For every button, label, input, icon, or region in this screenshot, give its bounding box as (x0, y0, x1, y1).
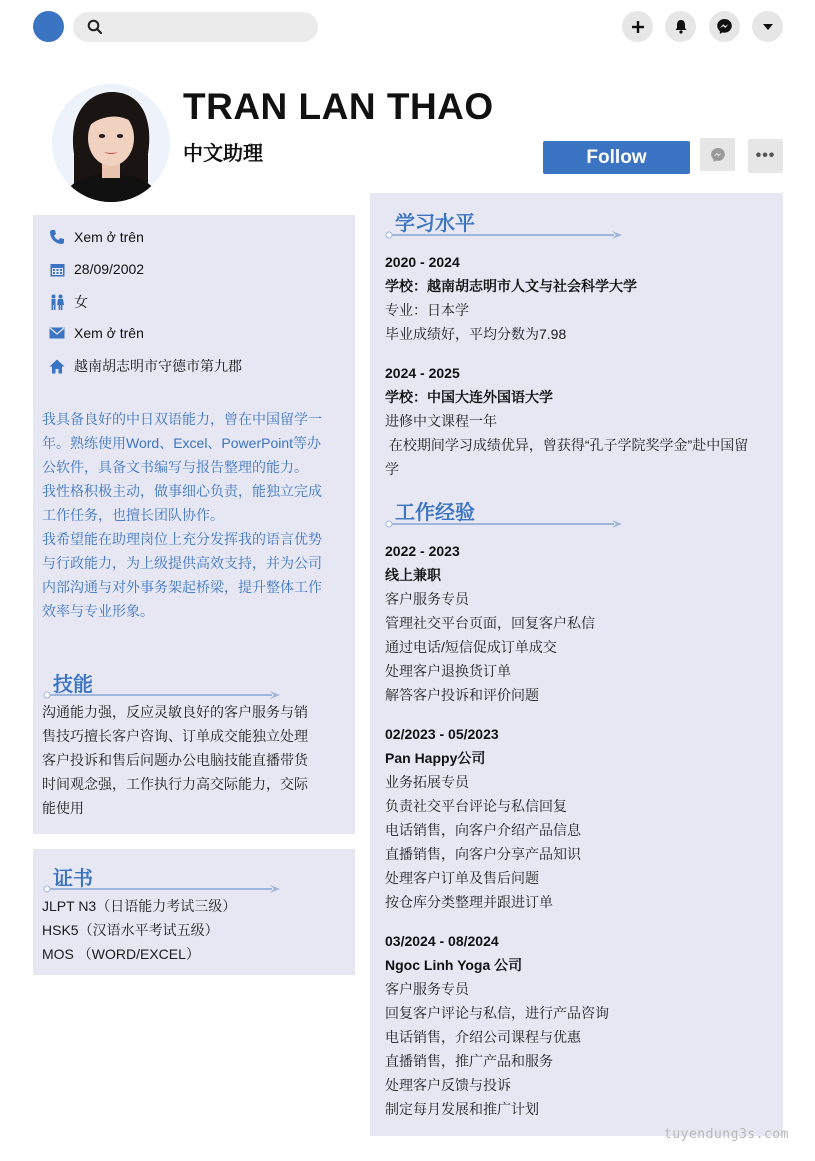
contact-email-text: Xem ở trên (74, 325, 144, 341)
work-detail: 处理客户反馈与投诉 (385, 1077, 511, 1093)
work-period: 02/2023 - 05/2023 (385, 726, 499, 742)
work-detail: 通过电话/短信促成订单成交 (385, 639, 557, 655)
work-company: 线上兼职 (385, 567, 441, 583)
gender-icon (48, 293, 66, 311)
education-detail: 在校期间学习成绩优异，曾获得“孔子学院奖学金”赴中国留 (385, 437, 749, 453)
work-detail: 直播销售，向客户分享产品知识 (385, 846, 581, 862)
certificates-heading: 证书 (53, 868, 93, 890)
contact-gender-text: 女 (74, 294, 88, 310)
more-options-button[interactable]: ••• (748, 139, 783, 173)
section-divider (42, 884, 282, 894)
education-detail: 进修中文课程一年 (385, 413, 497, 429)
section-divider (384, 519, 624, 529)
search-icon (87, 19, 103, 35)
home-icon (48, 357, 66, 375)
work-detail: 业务拓展专员 (385, 774, 469, 790)
work-company: Ngoc Linh Yoga 公司 (385, 957, 523, 973)
skills-line: 能使用 (42, 800, 84, 816)
work-entry (385, 722, 581, 914)
work-detail: 管理社交平台页面，回复客户私信 (385, 615, 595, 631)
education-school: 学校：越南胡志明市人文与社会科学大学 (385, 278, 637, 294)
education-detail: 毕业成绩好，平均分数为7.98 (385, 326, 567, 342)
section-divider (384, 230, 624, 240)
work-detail: 电话销售，介绍公司课程与优惠 (385, 1029, 581, 1045)
about-paragraph: 我具备良好的中日双语能力，曾在中国留学一年。熟练使用Word、Excel、PowerPoint等办公软件，具备文书编写与报告整理的能力。 (42, 411, 322, 475)
skills-line: 时间观念强，工作执行力高交际能力，交际 (42, 776, 308, 792)
work-detail: 制定每月发展和推广计划 (385, 1101, 539, 1117)
contact-address (48, 356, 242, 376)
work-detail: 直播销售，推广产品和服务 (385, 1053, 553, 1069)
section-divider (42, 690, 282, 700)
follow-button[interactable]: Follow (543, 141, 690, 174)
about-paragraph: 我希望能在助理岗位上充分发挥我的语言优势与行政能力，为上级提供高效支持，并为公司内部沟通与对外事务架起桥梁，提升整体工作效率与专业形象。 (42, 531, 322, 619)
education-period: 2020 - 2024 (385, 254, 460, 270)
profile-photo (52, 84, 170, 202)
work-detail: 处理客户退换货订单 (385, 663, 511, 679)
education-detail: 学 (385, 461, 399, 477)
contact-phone-text: Xem ở trên (74, 229, 144, 245)
account-menu-button[interactable] (752, 11, 783, 42)
candidate-name: TRAN LAN THAO (183, 86, 494, 127)
watermark: tuyendung3s.com (664, 1127, 789, 1142)
certificate-item: MOS （WORD/EXCEL） (42, 946, 200, 962)
about-me (42, 407, 324, 623)
contact-email (48, 324, 144, 342)
about-paragraph: 我性格积极主动，做事细心负责，能独立完成工作任务，也擅长团队协作。 (42, 483, 322, 523)
contact-birthdate-text: 28/09/2002 (74, 261, 145, 277)
work-detail: 客户服务专员 (385, 591, 469, 607)
work-period: 03/2024 - 08/2024 (385, 933, 499, 949)
work-entry (385, 929, 609, 1121)
message-button[interactable] (700, 138, 735, 171)
education-detail: 专业：日本学 (385, 302, 469, 318)
work-detail: 客户服务专员 (385, 981, 469, 997)
search-input[interactable] (73, 12, 318, 42)
job-title: 中文助理 (183, 143, 263, 165)
work-detail: 电话销售，向客户介绍产品信息 (385, 822, 581, 838)
skills-line: 售技巧擅长客户咨询、订单成交能独立处理 (42, 728, 308, 744)
mail-icon (48, 324, 66, 342)
notifications-button[interactable] (665, 11, 696, 42)
calendar-icon (48, 260, 66, 278)
caret-down-icon (762, 23, 774, 31)
plus-icon (631, 20, 645, 34)
work-detail: 处理客户订单及售后问题 (385, 870, 539, 886)
contact-gender (48, 292, 88, 312)
contact-phone (48, 228, 144, 246)
skills-line: 沟通能力强，反应灵敏良好的客户服务与销 (42, 704, 308, 720)
skills-text (42, 700, 308, 820)
bell-icon (674, 19, 688, 34)
work-detail: 按仓库分类整理并跟进订单 (385, 894, 553, 910)
phone-icon (48, 228, 66, 246)
skills-heading: 技能 (53, 674, 93, 696)
messenger-icon (710, 147, 726, 163)
skills-line: 客户投诉和售后问题办公电脑技能直播带货 (42, 752, 308, 768)
education-entry (385, 361, 748, 481)
site-logo[interactable] (33, 11, 64, 42)
work-heading: 工作经验 (395, 502, 475, 524)
contact-address-text: 越南胡志明市守德市第九郡 (74, 358, 242, 374)
certificate-item: JLPT N3（日语能力考试三级） (42, 898, 237, 914)
certificate-item: HSK5（汉语水平考试五级） (42, 922, 219, 938)
main-panel (370, 193, 783, 1136)
create-button[interactable] (622, 11, 653, 42)
contact-birthdate (48, 260, 144, 278)
messenger-button[interactable] (709, 11, 740, 42)
messenger-icon (716, 18, 733, 35)
work-period: 2022 - 2023 (385, 543, 460, 559)
work-entry (385, 539, 595, 707)
work-detail: 负责社交平台评论与私信回复 (385, 798, 567, 814)
work-company: Pan Happy公司 (385, 750, 486, 766)
certificates-list (42, 894, 236, 966)
education-period: 2024 - 2025 (385, 365, 460, 381)
personal-info-panel (33, 215, 355, 834)
work-detail: 解答客户投诉和评价问题 (385, 687, 539, 703)
education-school: 学校：中国大连外国语大学 (385, 389, 553, 405)
education-heading: 学习水平 (395, 213, 475, 235)
certificates-panel (33, 849, 355, 975)
work-detail: 回复客户评论与私信，进行产品咨询 (385, 1005, 609, 1021)
education-entry (385, 250, 637, 346)
